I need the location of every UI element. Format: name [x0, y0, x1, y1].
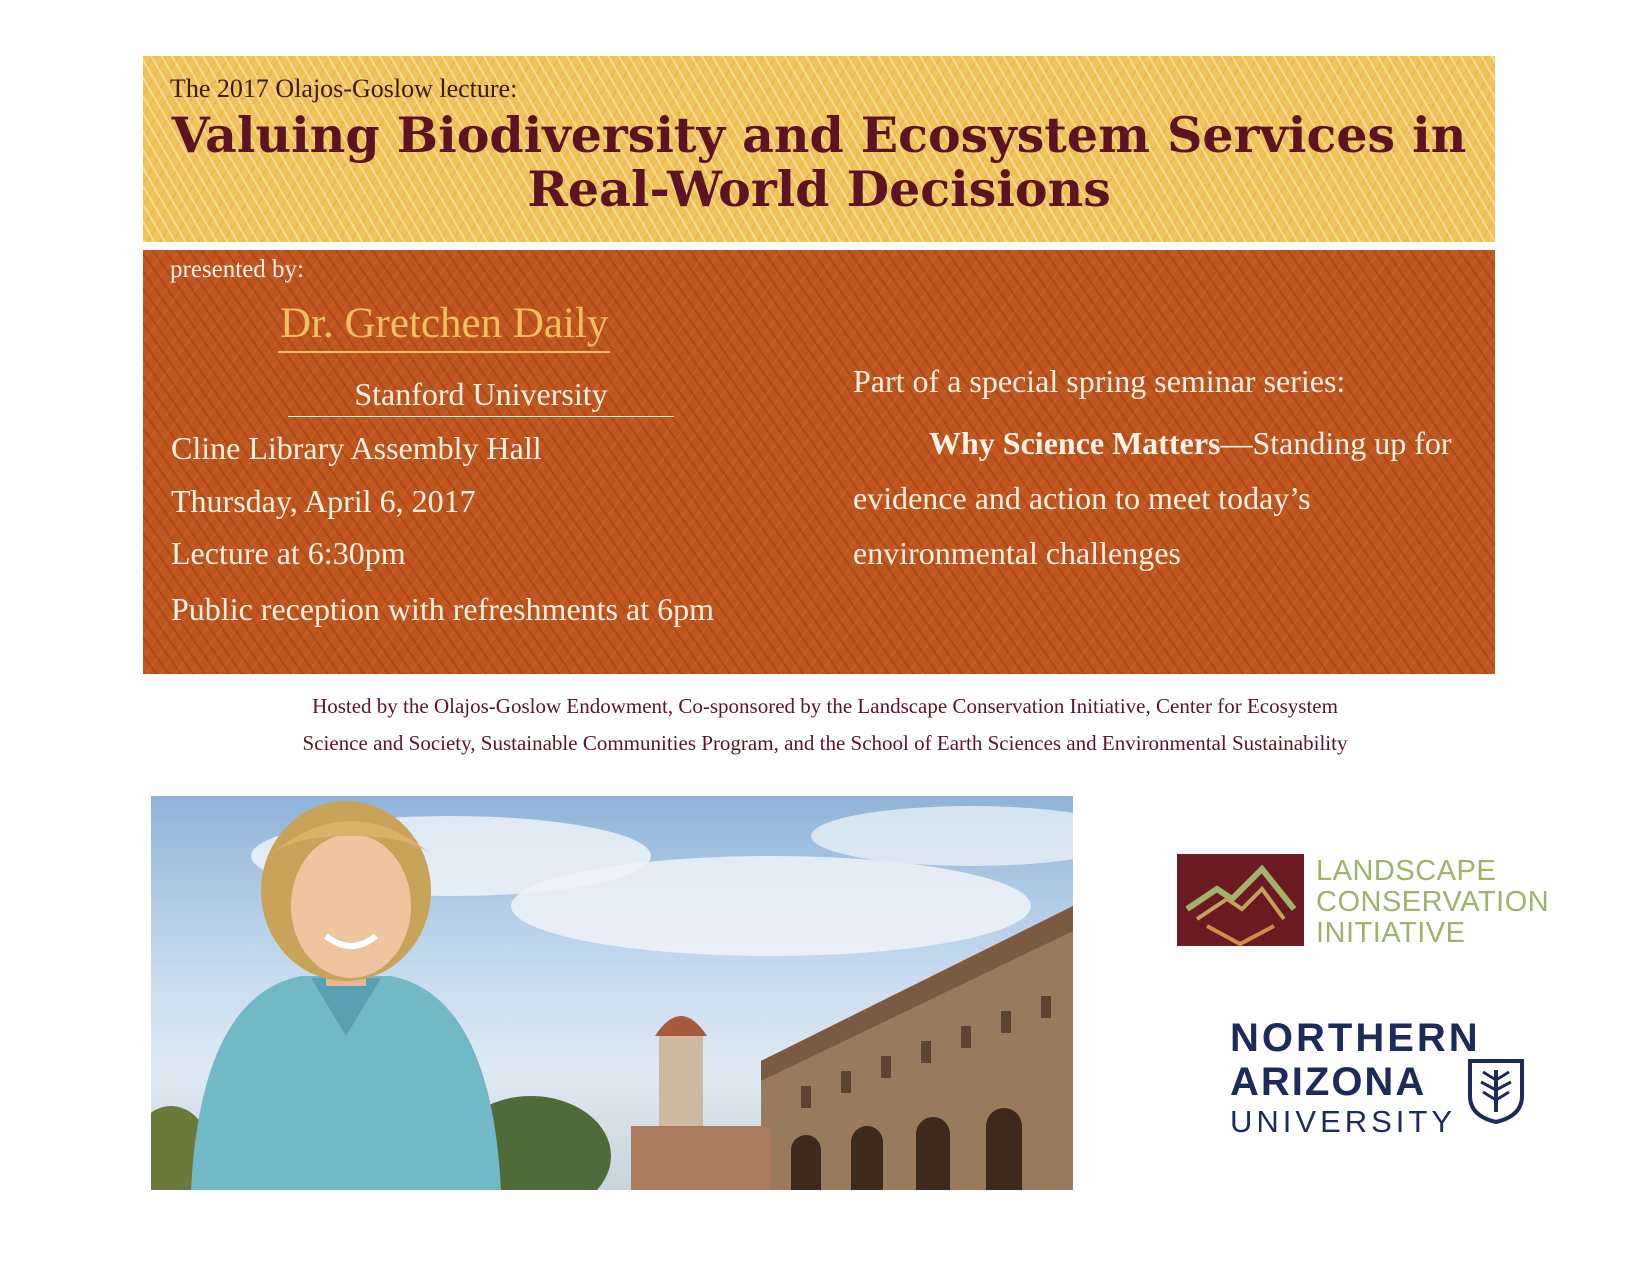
lci-logo-icon: [1177, 854, 1304, 946]
lecture-title-line2: Real-World Decisions: [527, 160, 1111, 218]
sponsors-line1: Hosted by the Olajos-Goslow Endowment, Co-sponsored by the Landscape Conservation Initiative, Center for Ecosystem: [312, 694, 1338, 718]
speaker-photo-illustration: [151, 796, 1073, 1190]
nau-line3: UNIVERSITY: [1230, 1104, 1457, 1139]
lecture-kicker: The 2017 Olajos-Goslow lecture:: [170, 74, 518, 103]
sponsors-line2: Science and Society, Sustainable Communities Program, and the School of Earth Sciences and Environmental Sustainability: [302, 731, 1348, 755]
event-date: Thursday, April 6, 2017: [171, 483, 476, 519]
event-venue: Cline Library Assembly Hall: [171, 430, 542, 466]
nau-line1: NORTHERN: [1230, 1016, 1481, 1060]
lci-line3: INITIATIVE: [1316, 917, 1466, 949]
lecture-title-line1: Valuing Biodiversity and Ecosystem Services in: [171, 106, 1467, 164]
speaker-name: Dr. Gretchen Daily: [278, 301, 610, 353]
speaker-photo: [151, 796, 1073, 1190]
nau-logo-text: [1230, 1016, 1481, 1140]
lci-line2: CONSERVATION: [1316, 886, 1550, 918]
series-description: [853, 416, 1473, 581]
nau-line2: ARIZONA: [1230, 1060, 1427, 1104]
series-tagline: —Standing up for evidence and action to meet today’s environmental challenges: [853, 425, 1452, 571]
speaker-affiliation: Stanford University: [288, 374, 674, 417]
series-intro: Part of a special spring seminar series:: [853, 363, 1346, 399]
series-name: Why Science Matters: [929, 425, 1221, 461]
lci-logo-text: [1316, 856, 1549, 949]
nau-shield-icon: [1467, 1058, 1525, 1124]
lecture-time: Lecture at 6:30pm: [171, 535, 406, 571]
sponsors-text: [170, 688, 1480, 762]
reception-time: Public reception with refreshments at 6pm: [171, 591, 714, 627]
lecture-title: [143, 108, 1495, 216]
lci-line1: LANDSCAPE: [1316, 855, 1497, 887]
presented-by-label: presented by:: [170, 256, 304, 283]
